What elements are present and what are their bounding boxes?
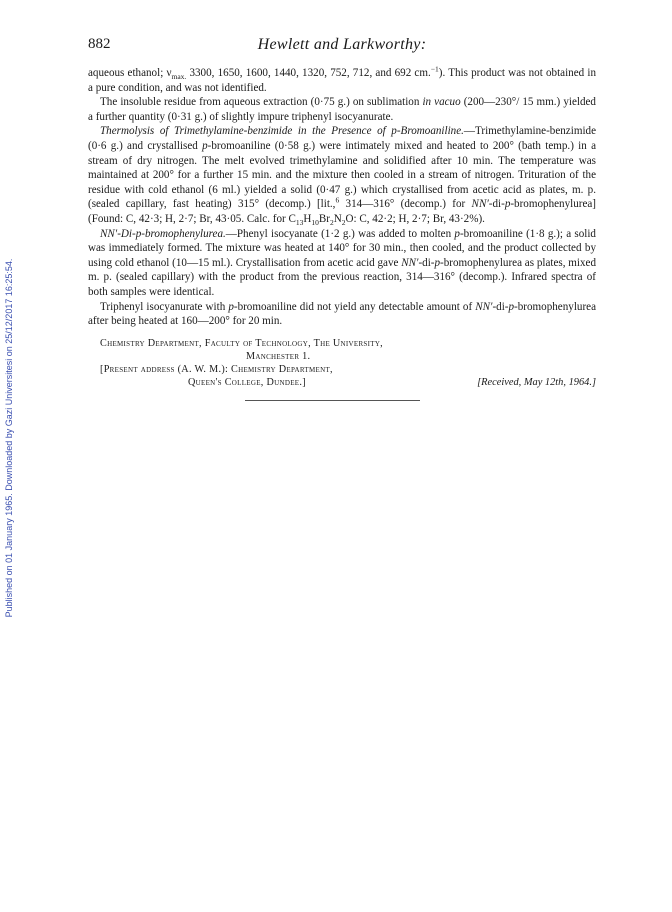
address-line: Manchester 1.: [246, 350, 311, 362]
section-heading: NN′-Di-p-bromophenylurea.: [100, 227, 226, 240]
download-note: Published on 01 January 1965. Downloaded by Gazi Universitesi on 25/12/2017 16:25:54.: [4, 258, 14, 618]
download-watermark: [2, 168, 16, 708]
received-date: [Received, May 12th, 1964.]: [477, 377, 596, 389]
address-line: Queen's College, Dundee.]: [188, 377, 306, 389]
paragraph-thermolysis: Thermolysis of Trimethylamine-benzimide in the Presence of p-Bromoaniline.—Trimethylamine-benzimide (0·6 g.) and crystallised p-bromoaniline (0·58 g.) were intimately mixed and heated to 200° (bath temp.) in a stream of dry nitrogen. The melt evolved trimethylamine and solidified after 10 min. The temperature was maintained at 200° for a further 15 min. and the mixture then cooled in a stream of nitrogen. Trituration of the residue with cold ethanol (6 ml.) yielded a solid (0·47 g.) which crystallised from acetic acid as plates, m. p. (sealed capillary, fast heating) 315° (decomp.) [lit.,$^6$ 314—316° (decomp.) for NN′-di-p-bromophenylurea] (Found: C, 42·3; H, 2·7; Br, 43·05. Calc. for $C_{13}H_{10}Br_2N_2O$: C, 42·2; H, 2·7; Br, 43·2%).: [88, 125, 596, 228]
address-line: [Present address (A. W. M.): Chemistry Department,: [100, 364, 333, 376]
end-rule: [245, 400, 420, 401]
address-line: Chemistry Department, Faculty of Technology, The University,: [100, 337, 384, 349]
running-title: Hewlett and Larkworthy:: [257, 36, 427, 53]
paragraph-sublimation: The insoluble residue from aqueous extraction (0·75 g.) on sublimation in vacuo (200—230°/ 15 mm.) yielded a further quantity (0·31 g.) of slightly impure triphenyl isocyanurate.: [88, 96, 596, 123]
paragraph-isocyanurate-test: Triphenyl isocyanurate with p-bromoaniline did not yield any detectable amount of NN′-di-p-bromophenylurea after being heated at 160—200° for 20 min.: [88, 300, 596, 328]
author-address: [88, 337, 596, 390]
paragraph-urea-synthesis: NN′-Di-p-bromophenylurea.—Phenyl isocyanate (1·2 g.) was added to molten p-bromoaniline (1·8 g.); a solid was immediately formed. The mixture was heated at 140° for 30 min., then cooled, and the product collected by using cold ethanol (10—15 ml.). Crystallisation from acetic acid gave NN′-di-p-bromophenylurea as plates, mixed m. p. (sealed capillary) with the product from the previous reaction, 314—316° (decomp.). Infrared spectra of both samples were identical.: [88, 227, 596, 298]
paragraph-ir-data: aqueous ethanol; $\nu_{max.}$ 3300, 1650, 1600, 1440, 1320, 752, 712, and 692 cm.$^{-1}$). This product was not obtained in a pure condition, and was not identified.: [88, 64, 597, 94]
page-header: [88, 36, 596, 56]
page-number: 882: [88, 36, 111, 52]
article-body: [88, 66, 596, 401]
section-heading: Thermolysis of Trimethylamine-benzimide in the Presence of p-Bromoaniline.: [100, 125, 464, 138]
